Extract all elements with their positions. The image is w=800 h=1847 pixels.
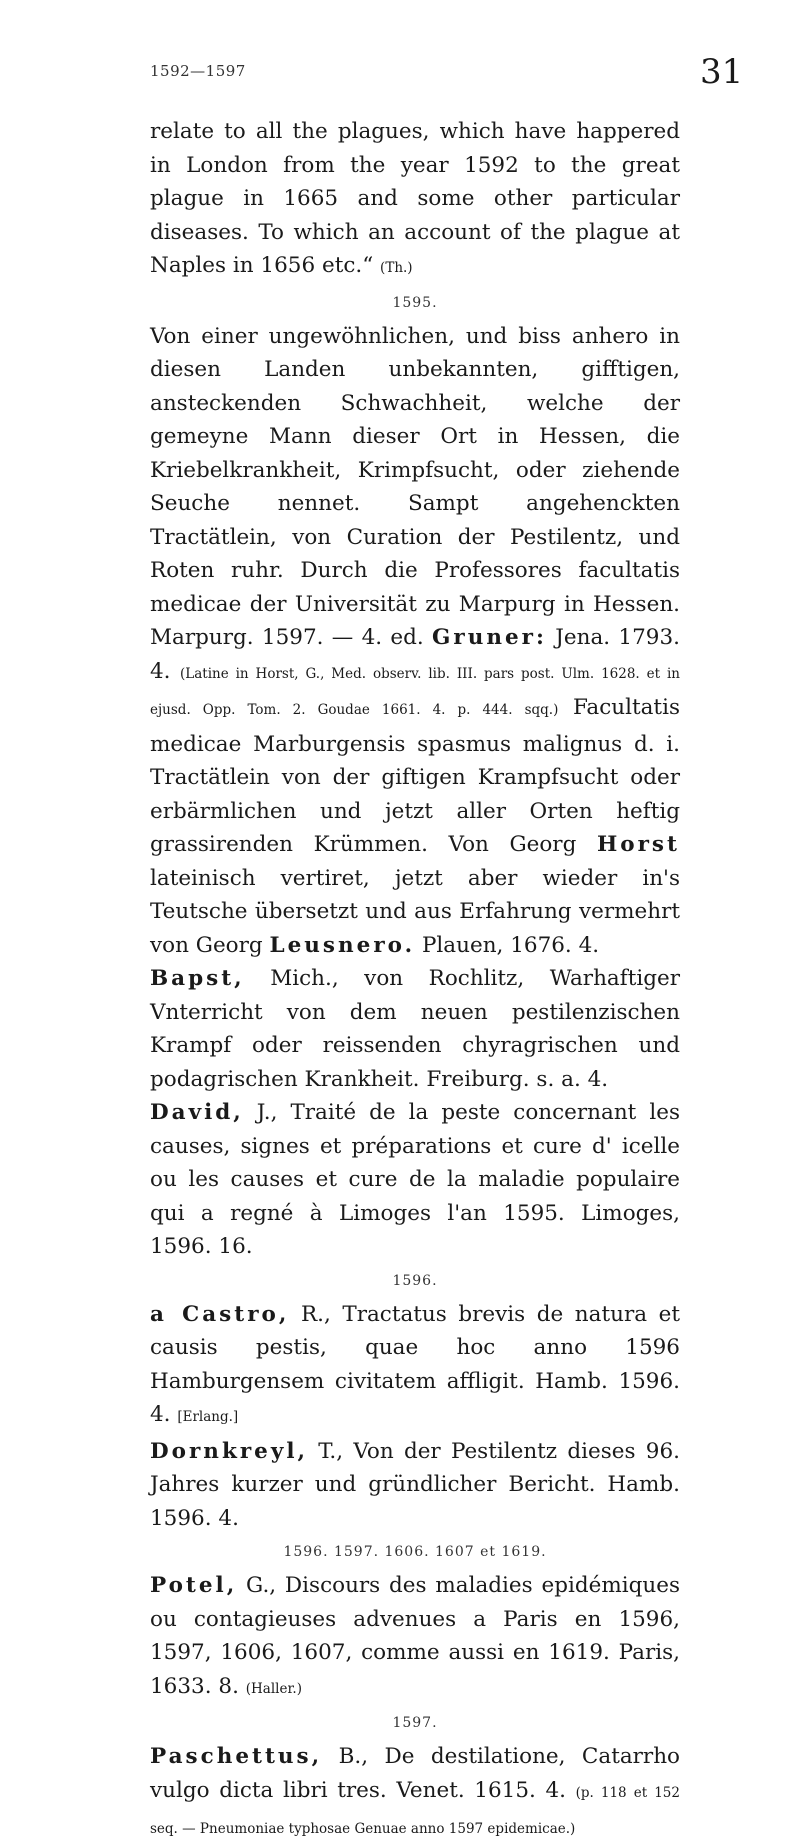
entry-text: J., Traité de la peste concernant les causes, signes et préparations et cure d' icelle ou les causes et cure de la maladie populaire qui a regné à Limoges l'an 1595. Limoges, 1596. 16. [150,1100,680,1259]
entry-text: Von einer ungewöhnlichen, und biss anhero in diesen Landen unbekannten, gifftigen, ansteckenden Schwachheit, welche der gemeyne Mann dieser Ort in Hessen, die Kriebelkrankheit, Krimpfsucht, oder ziehende Seuche nennet. Sampt angehenckten Tractätlein, von Curation der Pestilentz, und Roten ruhr. Durch die Professores facultatis medicae der Universität zu Marpurg in Hessen. Marpurg. 1597. — 4. ed. [150,323,680,650]
entry-author: Potel, [150,1573,238,1598]
entry-paschettus [150,1740,680,1847]
entry-david [150,1096,680,1264]
entry-dornkreyl [150,1435,680,1536]
entry-author: Gruner: [432,625,547,650]
entry-author: David, [150,1100,244,1125]
entry-text: Jena. 1793. 4. [150,625,680,684]
entry-text: Mich., von Rochlitz, Warhaftiger Vnterricht von dem neuen pestilenzischen Krampf oder reissenden chyragrischen und podagrischen Krankheit. Freiburg. s. a. 4. [150,966,680,1092]
entry-a-castro [150,1298,680,1435]
entry-bapst [150,962,680,1096]
entry-continuation [150,115,680,286]
year-heading: 1595. [392,294,438,311]
entry-note: (Latine in Horst, G., Med. observ. lib. III. pars post. Ulm. 1628. et in ejusd. Opp. Tom. 2. Goudae 1661. 4. p. 444. sqq.) [150,665,680,718]
entry-author: Horst [596,832,680,857]
entry-text: Facultatis medicae Marburgensis spasmus malignus d. i. Tractätlein von der giftigen Krampfsucht oder erbärmlichen und jetzt aller Orten heftig grassirenden Krümmen. Von Georg [150,695,680,857]
entry-author: Paschettus, [150,1744,323,1769]
entry-anonymous-hessen [150,320,680,963]
entry-text: relate to all the plagues, which have happered in London from the year 1592 to the great plague in 1665 and some other particular diseases. To which an account of the plague at Naples in 1656 etc.“ [150,119,680,278]
year-heading: 1596. [392,1272,438,1289]
entry-text: T., Von der Pestilentz dieses 96. Jahres kurzer und gründlicher Bericht. Hamb. 1596. 4. [150,1438,680,1531]
year-heading: 1596. 1597. 1606. 1607 et 1619. [283,1544,547,1560]
entry-author: Leusnero. [269,932,416,958]
entry-note: [Erlang.] [177,1409,239,1425]
entry-note: (Th.) [380,260,413,276]
entry-author: Bapst, [150,966,245,991]
entry-author: Dornkreyl, [150,1438,308,1464]
entry-author: a Castro, [150,1301,290,1327]
entry-note: (Haller.) [245,1680,302,1697]
entry-note: (p. 118 et 152 seq. — Pneumoniae typhosae Genuae anno 1597 epidemicae.) [150,1784,680,1837]
bibliography-body [150,115,680,1847]
entry-text: G., Discours des maladies epidémiques ou contagieuses advenues a Paris en 1596, 1597, 1606, 1607, comme aussi en 1619. Paris, 1633. 8. [150,1573,680,1699]
page-number: 31 [700,52,744,92]
entry-text: R., Tractatus brevis de natura et causis pestis, quae hoc anno 1596 Hamburgensem civitatem affligit. Hamb. 1596. 4. [150,1301,680,1427]
running-header-year-range: 1592—1597 [150,62,246,80]
entry-text: B., De destilatione, Catarrho vulgo dicta libri tres. Venet. 1615. 4. [150,1744,680,1803]
entry-text: lateinisch vertiret, jetzt aber wieder in's Teutsche übersetzt und aus Erfahrung vermehrt von Georg [150,865,680,958]
year-heading: 1597. [392,1715,438,1731]
entry-text: Plauen, 1676. 4. [421,932,600,958]
entry-potel [150,1569,680,1706]
